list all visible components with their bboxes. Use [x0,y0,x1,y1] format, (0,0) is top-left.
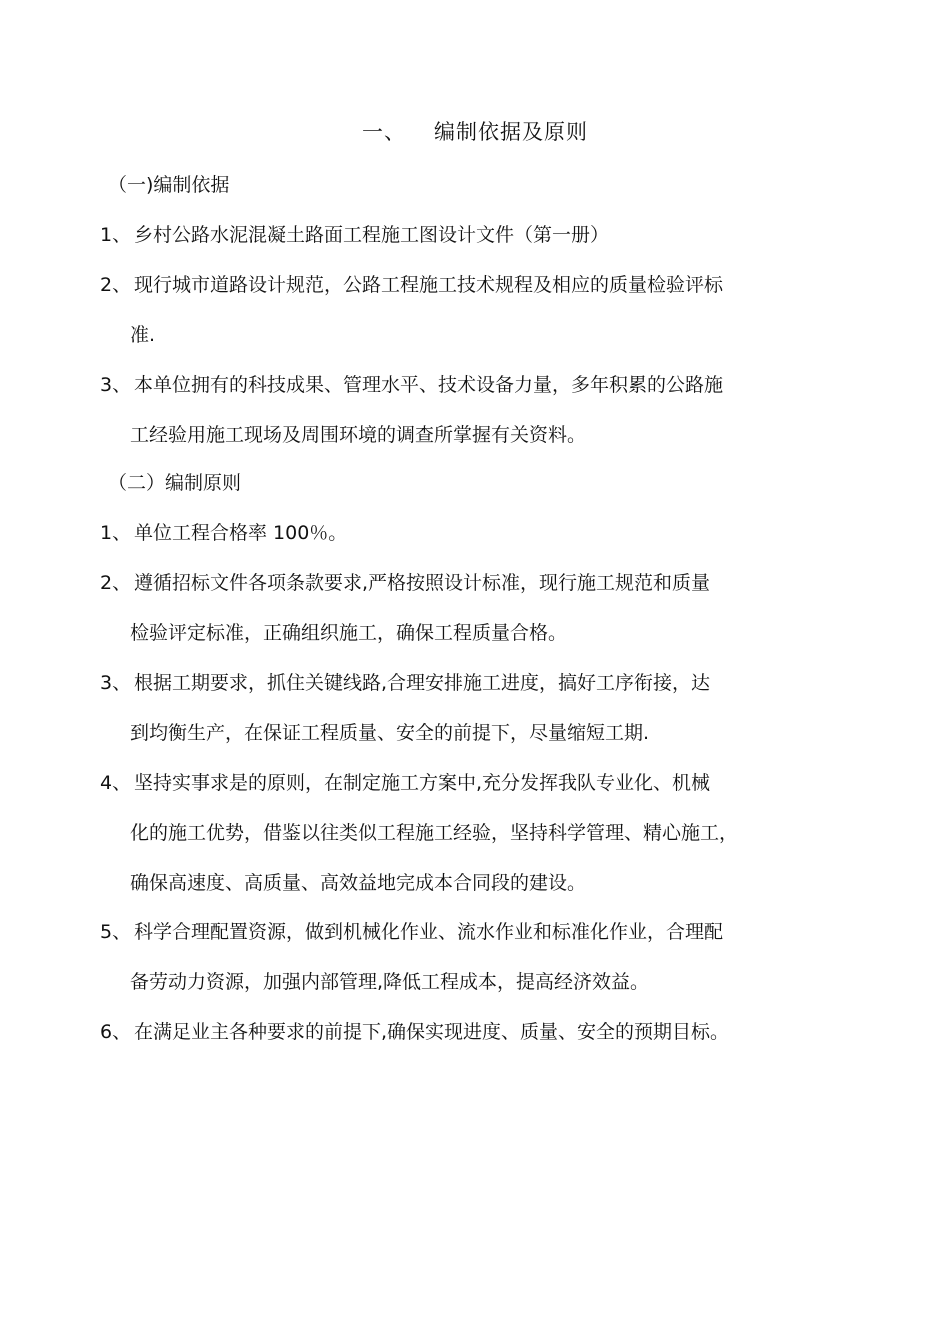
item-text: 遵循招标文件各项条款要求,严格按照设计标准，现行施工规范和质量 [134,572,711,594]
item-number: 3、 [100,672,132,694]
item-number: 2、 [100,274,132,296]
item-text-continued: 到均衡生产，在保证工程质量、安全的前提下，尽量缩短工期. [130,722,650,744]
item-number: 5、 [100,921,132,943]
item-number: 3、 [100,374,132,396]
item-text-continued: 检验评定标准，正确组织施工，确保工程质量合格。 [130,622,568,644]
item-number: 1、 [100,224,132,246]
section-heading-basis: （一)编制依据 [108,174,230,196]
item-text: 单位工程合格率 100％。 [134,522,348,544]
principle-item-1 [100,508,820,558]
item-number: 1、 [100,522,132,544]
item-text: 根据工期要求，抓住关键线路,合理安排施工进度，搞好工序衔接，达 [134,672,711,694]
item-text: 乡村公路水泥混凝土路面工程施工图设计文件（第一册） [134,224,610,246]
item-number: 2、 [100,572,132,594]
item-number: 6、 [100,1021,132,1043]
basis-item-3 [100,360,820,460]
title-text: 编制依据及原则 [434,120,588,144]
principle-item-5 [100,907,820,1007]
item-text-continued: 工经验用施工现场及周围环境的调查所掌握有关资料。 [130,424,587,446]
page-title [0,117,950,147]
basis-item-2 [100,260,820,360]
item-text-continued: 化的施工优势，借鉴以往类似工程施工经验，坚持科学管理、精心施工， [130,822,739,844]
principle-item-6 [100,1007,820,1057]
principle-item-3 [100,658,820,758]
principle-item-4 [100,758,820,908]
item-text: 科学合理配置资源，做到机械化作业、流水作业和标准化作业，合理配 [134,921,724,943]
item-text: 本单位拥有的科技成果、管理水平、技术设备力量，多年积累的公路施 [134,374,724,396]
item-text: 现行城市道路设计规范，公路工程施工技术规程及相应的质量检验评标 [134,274,724,296]
title-number: 一、 [362,120,406,144]
basis-item-1 [100,210,820,260]
principle-item-2 [100,558,820,658]
item-text-continued: 备劳动力资源，加强内部管理,降低工程成本，提高经济效益。 [130,971,650,993]
item-text: 在满足业主各种要求的前提下,确保实现进度、质量、安全的预期目标。 [134,1021,730,1043]
item-text-continued: 准. [130,324,156,346]
item-text-continued: 确保高速度、高质量、高效益地完成本合同段的建设。 [130,872,587,894]
item-number: 4、 [100,772,132,794]
section-heading-principles: （二）编制原则 [108,472,242,494]
item-text: 坚持实事求是的原则，在制定施工方案中,充分发挥我队专业化、机械 [134,772,711,794]
